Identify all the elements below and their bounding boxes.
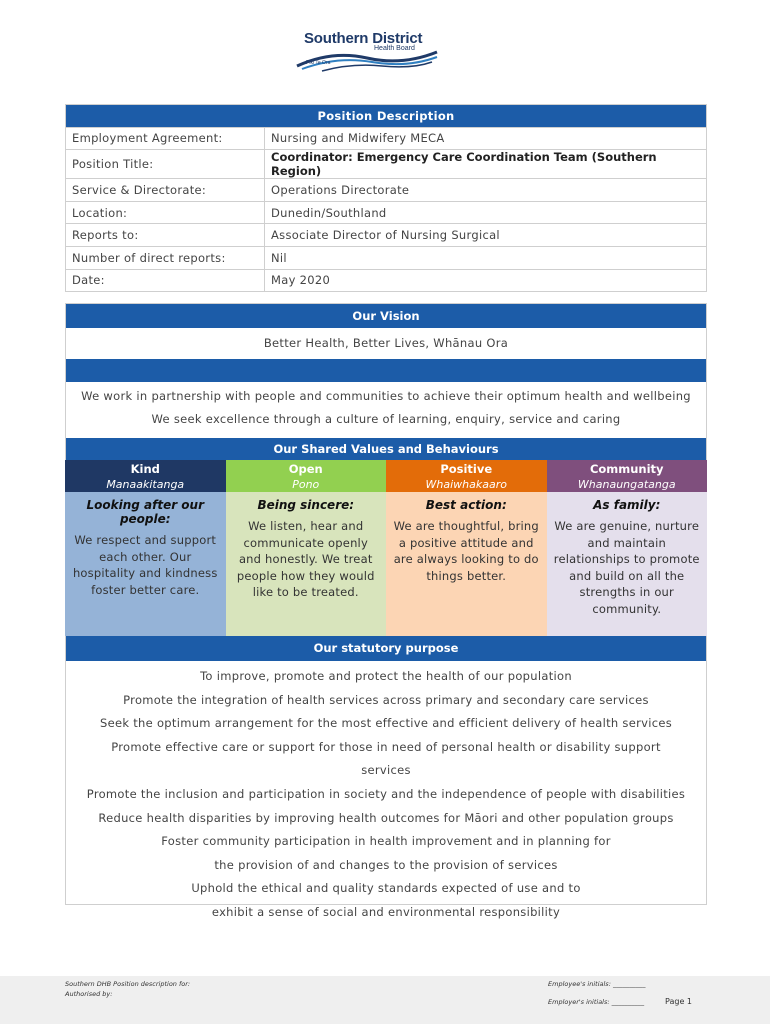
table-row <box>66 246 707 269</box>
value-subhead: Looking after our people: <box>86 498 205 526</box>
value-column-positive <box>386 460 547 636</box>
mission-bar <box>66 359 706 382</box>
table-row <box>66 224 707 247</box>
list-item: To improve, promote and protect the health of our population <box>200 669 572 683</box>
values-columns <box>65 460 707 636</box>
page-number: Page 1 <box>665 997 692 1006</box>
vision-section <box>65 303 707 462</box>
value-subhead: Best action: <box>425 498 507 512</box>
value-column-kind <box>65 460 226 636</box>
footer-authorised-label: Authorised by: <box>65 990 113 998</box>
table-row <box>66 269 707 292</box>
value-head <box>547 460 708 492</box>
list-item: Promote the inclusion and participation in society and the independence of people with disabilities <box>86 786 686 801</box>
values-header: Our Shared Values and Behaviours <box>66 438 706 461</box>
row-label: Date: <box>66 269 265 292</box>
sdhb-logo <box>292 28 442 74</box>
list-item: Foster community participation in health improvement and in planning for the provision of and changes to the provision of services <box>161 834 611 872</box>
page-footer <box>0 976 770 1024</box>
vision-header: Our Vision <box>66 304 706 328</box>
row-label: Position Title: <box>66 150 265 179</box>
value-name: Open <box>288 462 323 476</box>
row-label: Location: <box>66 201 265 224</box>
employee-initials: Employee's initials: __________ <box>548 980 646 988</box>
statutory-header: Our statutory purpose <box>66 636 706 661</box>
row-value: Nil <box>265 246 707 269</box>
row-label: Service & Directorate: <box>66 179 265 202</box>
vision-text: Better Health, Better Lives, Whānau Ora <box>263 336 509 350</box>
position-title-value: Coordinator: Emergency Care Coordination Team (Southern Region) <box>265 150 707 179</box>
table-row <box>66 179 707 202</box>
row-value: Associate Director of Nursing Surgical <box>265 224 707 247</box>
mission-line: We seek excellence through a culture of learning, enquiry, service and caring <box>151 412 621 426</box>
value-description: We listen, hear and communicate openly and honestly. We treat people how they would like to be treated. <box>236 519 375 599</box>
position-description-table <box>65 104 707 292</box>
employer-initials: Employer's initials: __________ <box>548 998 645 1006</box>
logo-tagline: Piki Te Ora <box>306 60 331 66</box>
value-maori: Whaiwhakaaro <box>425 478 507 491</box>
value-maori: Manaakitanga <box>106 478 185 491</box>
value-head <box>226 460 387 492</box>
table-row <box>66 201 707 224</box>
footer-pd-label: Southern DHB Position description for: <box>65 980 191 988</box>
logo-title: Southern District <box>304 30 423 47</box>
list-item: Seek the optimum arrangement for the most effective and efficient delivery of health services <box>99 716 673 731</box>
value-description: We are genuine, nurture and maintain relationships to promote and build on all the strengths in our community. <box>553 519 700 616</box>
value-maori: Pono <box>292 478 320 491</box>
value-column-community <box>547 460 708 636</box>
table-row <box>66 150 707 179</box>
statutory-purpose-section <box>65 636 707 919</box>
wave-icon <box>292 44 442 72</box>
logo-subtitle: Health Board <box>374 45 415 52</box>
list-item: Uphold the ethical and quality standards expected of use and to exhibit a sense of social and environmental responsibility <box>191 881 581 919</box>
row-label: Employment Agreement: <box>66 127 265 150</box>
value-name: Community <box>589 462 664 476</box>
list-item: Reduce health disparities by improving health outcomes for Māori and other population groups <box>98 810 674 825</box>
row-value: Operations Directorate <box>265 179 707 202</box>
value-column-open <box>226 460 387 636</box>
value-subhead: As family: <box>593 498 661 512</box>
row-value: May 2020 <box>265 269 707 292</box>
row-value: Nursing and Midwifery MECA <box>265 127 707 150</box>
value-subhead: Being sincere: <box>257 498 355 512</box>
value-maori: Whanaungatanga <box>577 478 676 491</box>
row-value: Dunedin/Southland <box>265 201 707 224</box>
value-description: We respect and support each other. Our hospitality and kindness foster better care. <box>72 533 218 597</box>
value-head <box>65 460 226 492</box>
value-name: Positive <box>440 462 493 476</box>
value-description: We are thoughtful, bring a positive attitude and are always looking to do things better. <box>393 519 539 583</box>
row-label: Reports to: <box>66 224 265 247</box>
value-name: Kind <box>130 462 160 476</box>
list-item: Promote effective care or support for those in need of personal health or disability support services <box>111 739 661 778</box>
mission-line: We work in partnership with people and communities to achieve their optimum health and wellbeing <box>81 389 691 403</box>
position-description-header: Position Description <box>66 105 707 128</box>
value-head <box>386 460 547 492</box>
table-row <box>66 127 707 150</box>
list-item: Promote the integration of health services across primary and secondary care services <box>123 692 649 707</box>
row-label: Number of direct reports: <box>66 246 265 269</box>
